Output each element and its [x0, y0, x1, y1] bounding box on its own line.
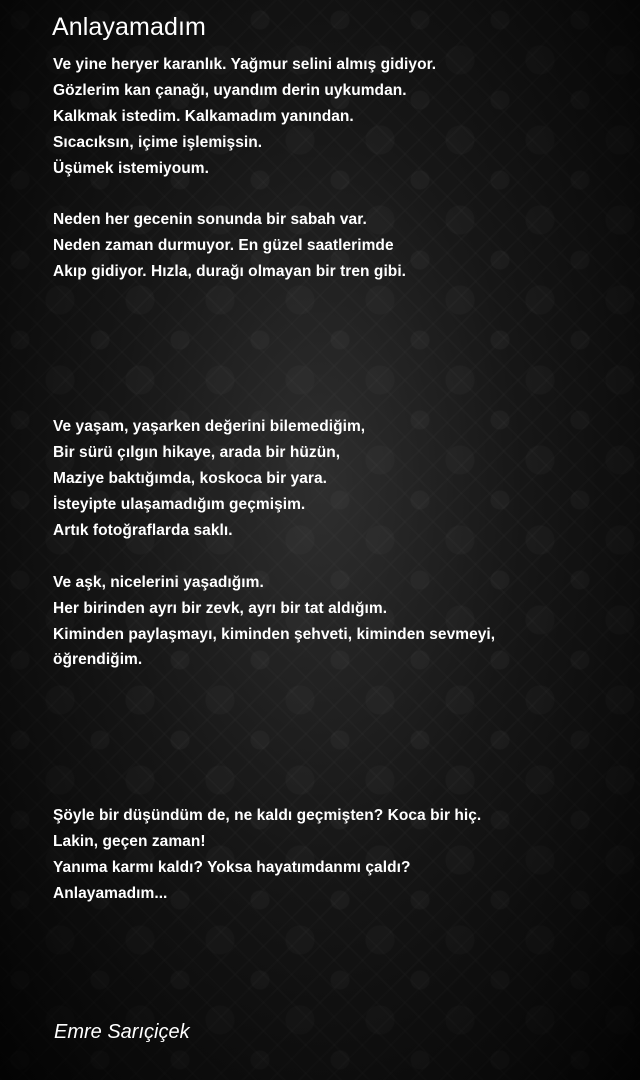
poem-line	[53, 725, 633, 751]
poem-line	[53, 544, 633, 570]
poem-line: İsteyipte ulaşamadığım geçmişim.	[53, 496, 306, 514]
poem-line	[53, 285, 633, 311]
poem-line	[53, 673, 633, 699]
poem-title: Anlayamadım	[52, 13, 206, 41]
poem-author: Emre Sarıçiçek	[54, 1021, 190, 1043]
poem-line: Her birinden ayrı bir zevk, ayrı bir tat aldığım.	[53, 599, 388, 617]
poem-line	[53, 311, 633, 337]
poem-line: Ve aşk, nicelerini yaşadığım.	[53, 573, 264, 591]
poem-line	[53, 777, 633, 803]
poem-line: Kiminden paylaşmayı, kiminden şehveti, kiminden sevmeyi,	[53, 625, 496, 643]
poem-line: Sıcacıksın, içime işlemişsin.	[53, 133, 263, 151]
poem-line	[53, 389, 633, 415]
poem-line: Artık fotoğraflarda saklı.	[53, 522, 233, 540]
poem-line: Akıp gidiyor. Hızla, durağı olmayan bir tren gibi.	[53, 263, 407, 281]
poem-line	[53, 751, 633, 777]
poem-body	[53, 52, 633, 906]
poem-line: Lakin, geçen zaman!	[53, 832, 206, 850]
poem-line: öğrendiğim.	[53, 651, 143, 669]
poem-line: Yanıma karmı kaldı? Yoksa hayatımdanmı çaldı?	[53, 858, 411, 876]
poem-line: Kalkmak istedim. Kalkamadım yanından.	[53, 107, 354, 125]
poem-line	[53, 337, 633, 363]
poem-line: Ve yaşam, yaşarken değerini bilemediğim,	[53, 418, 366, 436]
poem-line: Neden her gecenin sonunda bir sabah var.	[53, 211, 367, 229]
poem-line: Maziye baktığımda, koskoca bir yara.	[53, 470, 328, 488]
poem-line: Neden zaman durmuyor. En güzel saatlerimde	[53, 237, 394, 255]
poem-line	[53, 699, 633, 725]
poem-line: Şöyle bir düşündüm de, ne kaldı geçmişten? Koca bir hiç.	[53, 806, 482, 824]
poem-line: Ve yine heryer karanlık. Yağmur selini almış gidiyor.	[53, 56, 437, 73]
poem-line: Bir sürü çılgın hikaye, arada bir hüzün,	[53, 444, 341, 462]
poem-line	[53, 181, 633, 207]
poem-line: Üşümek istemiyoum.	[53, 159, 209, 177]
poem-line: Gözlerim kan çanağı, uyandım derin uykumdan.	[53, 81, 407, 99]
poem-line	[53, 363, 633, 389]
poem-line: Anlayamadım...	[53, 884, 168, 902]
